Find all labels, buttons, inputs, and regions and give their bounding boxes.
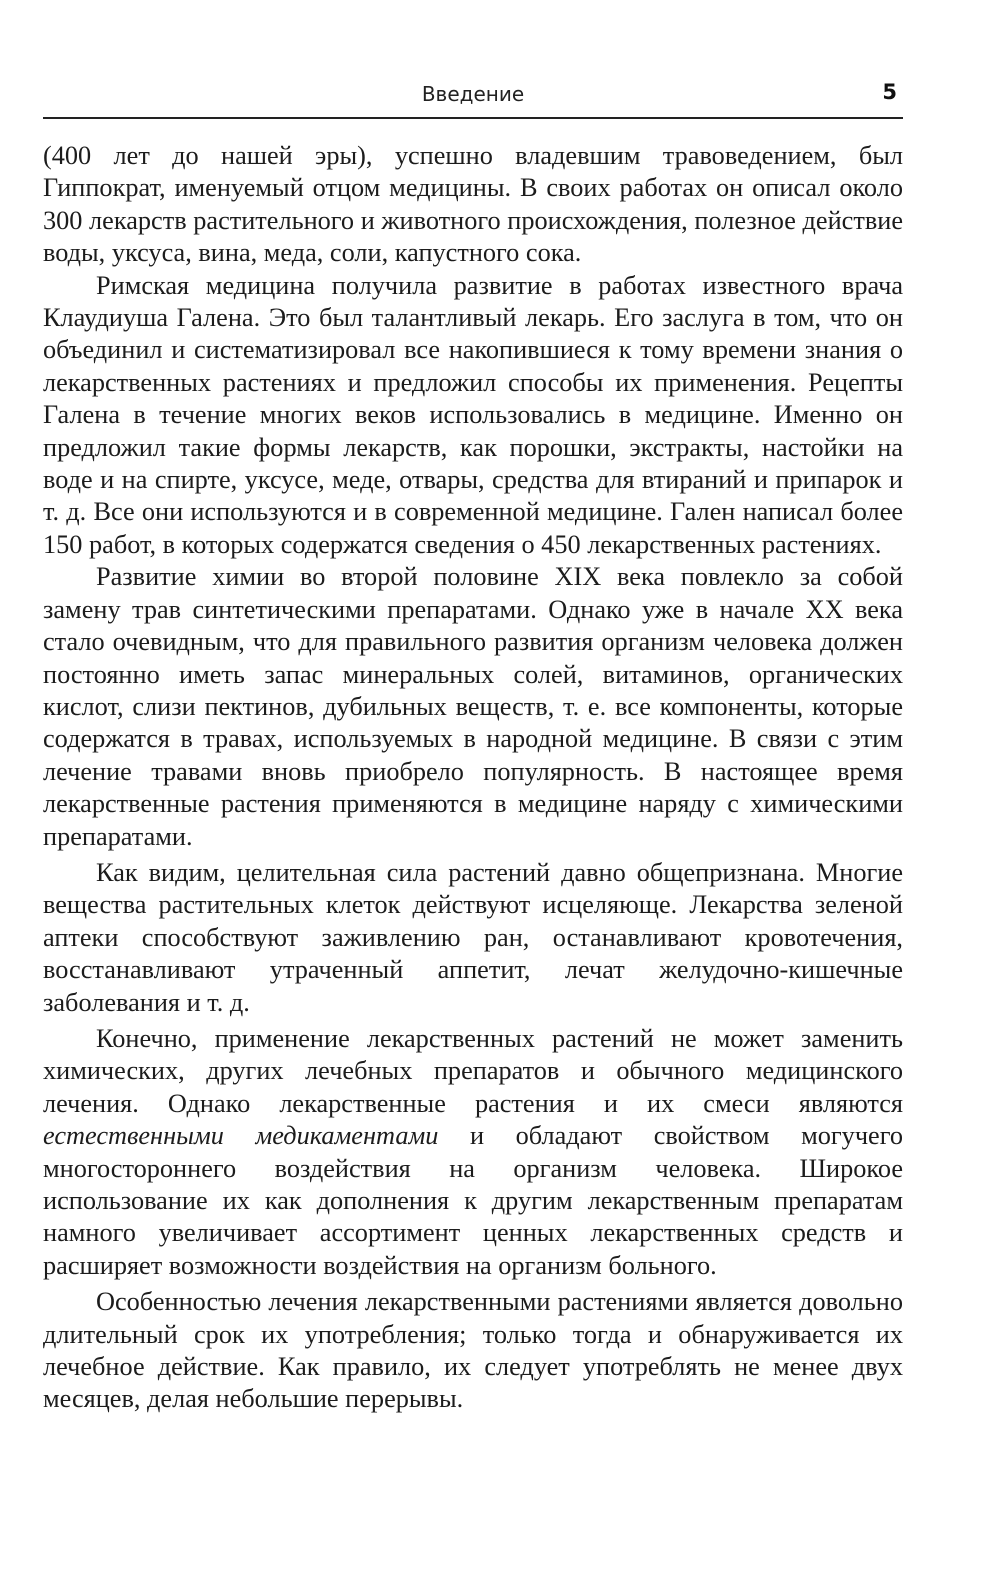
paragraph-1: (400 лет до нашей эры), успешно владевшим травоведением, был Гиппократ, именуемый отцом медицины. В своих работах он описал около 300 лекарств растительного и животного происхождения, полезное действие воды, уксуса, вина, меда, соли, капустного сока. xyxy=(43,141,903,268)
paragraph-3: Развитие химии во второй половине XIX века повлекло за собой замену трав синтетическими препаратами. Однако уже в начале XX века стало очевидным, что для правильного развития организм человека должен постоянно иметь запас минеральных солей, витаминов, органических кислот, слизи пектинов, дубильных веществ, т. е. все компоненты, которые содержатся в травах, используемых в народной медицине. В связи с этим лечение травами вновь приобрело популярность. В настоящее время лекарственные растения применяются в медицине наряду с химическими препаратами. xyxy=(43,562,903,851)
header-rule xyxy=(43,117,903,119)
running-head xyxy=(43,76,903,112)
book-page xyxy=(43,0,903,1571)
body-text xyxy=(43,140,903,1416)
paragraph-5-text-after: и обладают свойством могучего многостороннего воздействия на организм человека. Широкое использование их как дополнения к другим лекарственным препаратам намного увеличивает ассортимент ценных лекарственных средств и расширяет возможности воздействия на организм больного. xyxy=(43,1121,903,1280)
paragraph-5 xyxy=(43,1023,903,1282)
paragraph-5-text-before: Конечно, применение лекарственных растений не может заменить химических, других лечебных препаратов и обычного медицинского лечения. Однако лекарственные растения и их смеси являются xyxy=(43,1023,903,1118)
running-title: Введение xyxy=(421,82,525,106)
paragraph-5-emphasis: естественными медикаментами xyxy=(43,1121,439,1151)
page-number: 5 xyxy=(882,80,897,104)
paragraph-2: Римская медицина получила развитие в работах известного врача Клаудиуша Галена. Это был талантливый лекарь. Его заслуга в том, что он объединил и систематизировал все накопившиеся к тому времени знания о лекарственных растениях и предложил способы их применения. Рецепты Галена в течение многих веков использовались в медицине. Именно он предложил такие формы лекарств, как порошки, экстракты, настойки на воде и на спирте, уксусе, меде, отвары, средства для втираний и припарок и т. д. Все они используются и в современной медицине. Гален написал более 150 работ, в которых содержатся сведения о 450 лекарственных растениях. xyxy=(43,270,903,559)
paragraph-4: Как видим, целительная сила растений давно общепризнана. Многие вещества растительных клеток действуют исцеляюще. Лекарства зеленой аптеки способствуют заживлению ран, останавливают кровотечения, восстанавливают утраченный аппетит, лечат желудочно-кишечные заболевания и т. д. xyxy=(43,857,903,1017)
paragraph-6: Особенностью лечения лекарственными растениями является довольно длительный срок их употребления; только тогда и обнаруживается их лечебное действие. Как правило, их следует употреблять не менее двух месяцев, делая небольшие перерывы. xyxy=(43,1287,903,1414)
